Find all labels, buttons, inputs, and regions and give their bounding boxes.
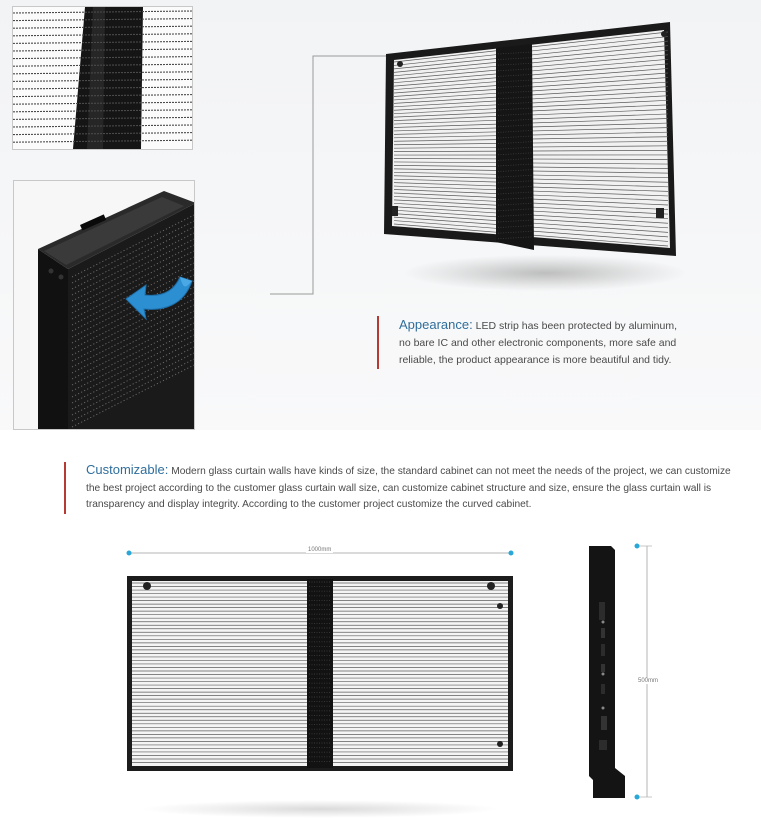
customizable-heading: Customizable:: [86, 462, 169, 477]
appearance-line-3: reliable, the product appearance is more beautiful and tidy.: [399, 354, 672, 366]
appearance-description: [377, 316, 719, 369]
customizable-line-1: Modern glass curtain walls have kinds of size, the standard cabinet can not meet the needs of the project, we can customize: [171, 466, 731, 477]
cabinet-shadow: [405, 255, 685, 291]
customizable-line-2: the best project according to the customer glass curtain wall size, can customize cabinet structure and size, ensure the glass curtain wall is: [86, 482, 712, 494]
appearance-line-2: no bare IC and other electronic components, more safe and: [399, 337, 677, 349]
strip-closeup-photo: [12, 6, 193, 150]
cabinet-side-view: [585, 544, 631, 798]
callout-connector-line: [193, 54, 393, 298]
front-view-shadow: [140, 800, 500, 818]
height-dimension-label: 500mm: [638, 678, 659, 684]
height-dimension-line: [632, 541, 652, 803]
cabinet-main-photo: [384, 20, 690, 257]
appearance-heading: Appearance:: [399, 317, 473, 332]
cabinet-corner-photo: [13, 180, 195, 430]
customizable-line-3: transparency and display integrity. According to the customer project customize the curved cabinet.: [86, 499, 532, 510]
cabinet-front-view: [127, 576, 513, 771]
appearance-line-1: LED strip has been protected by aluminum,: [475, 320, 678, 332]
width-dimension-label: 1000mm: [308, 547, 332, 553]
customizable-description: [64, 462, 746, 514]
